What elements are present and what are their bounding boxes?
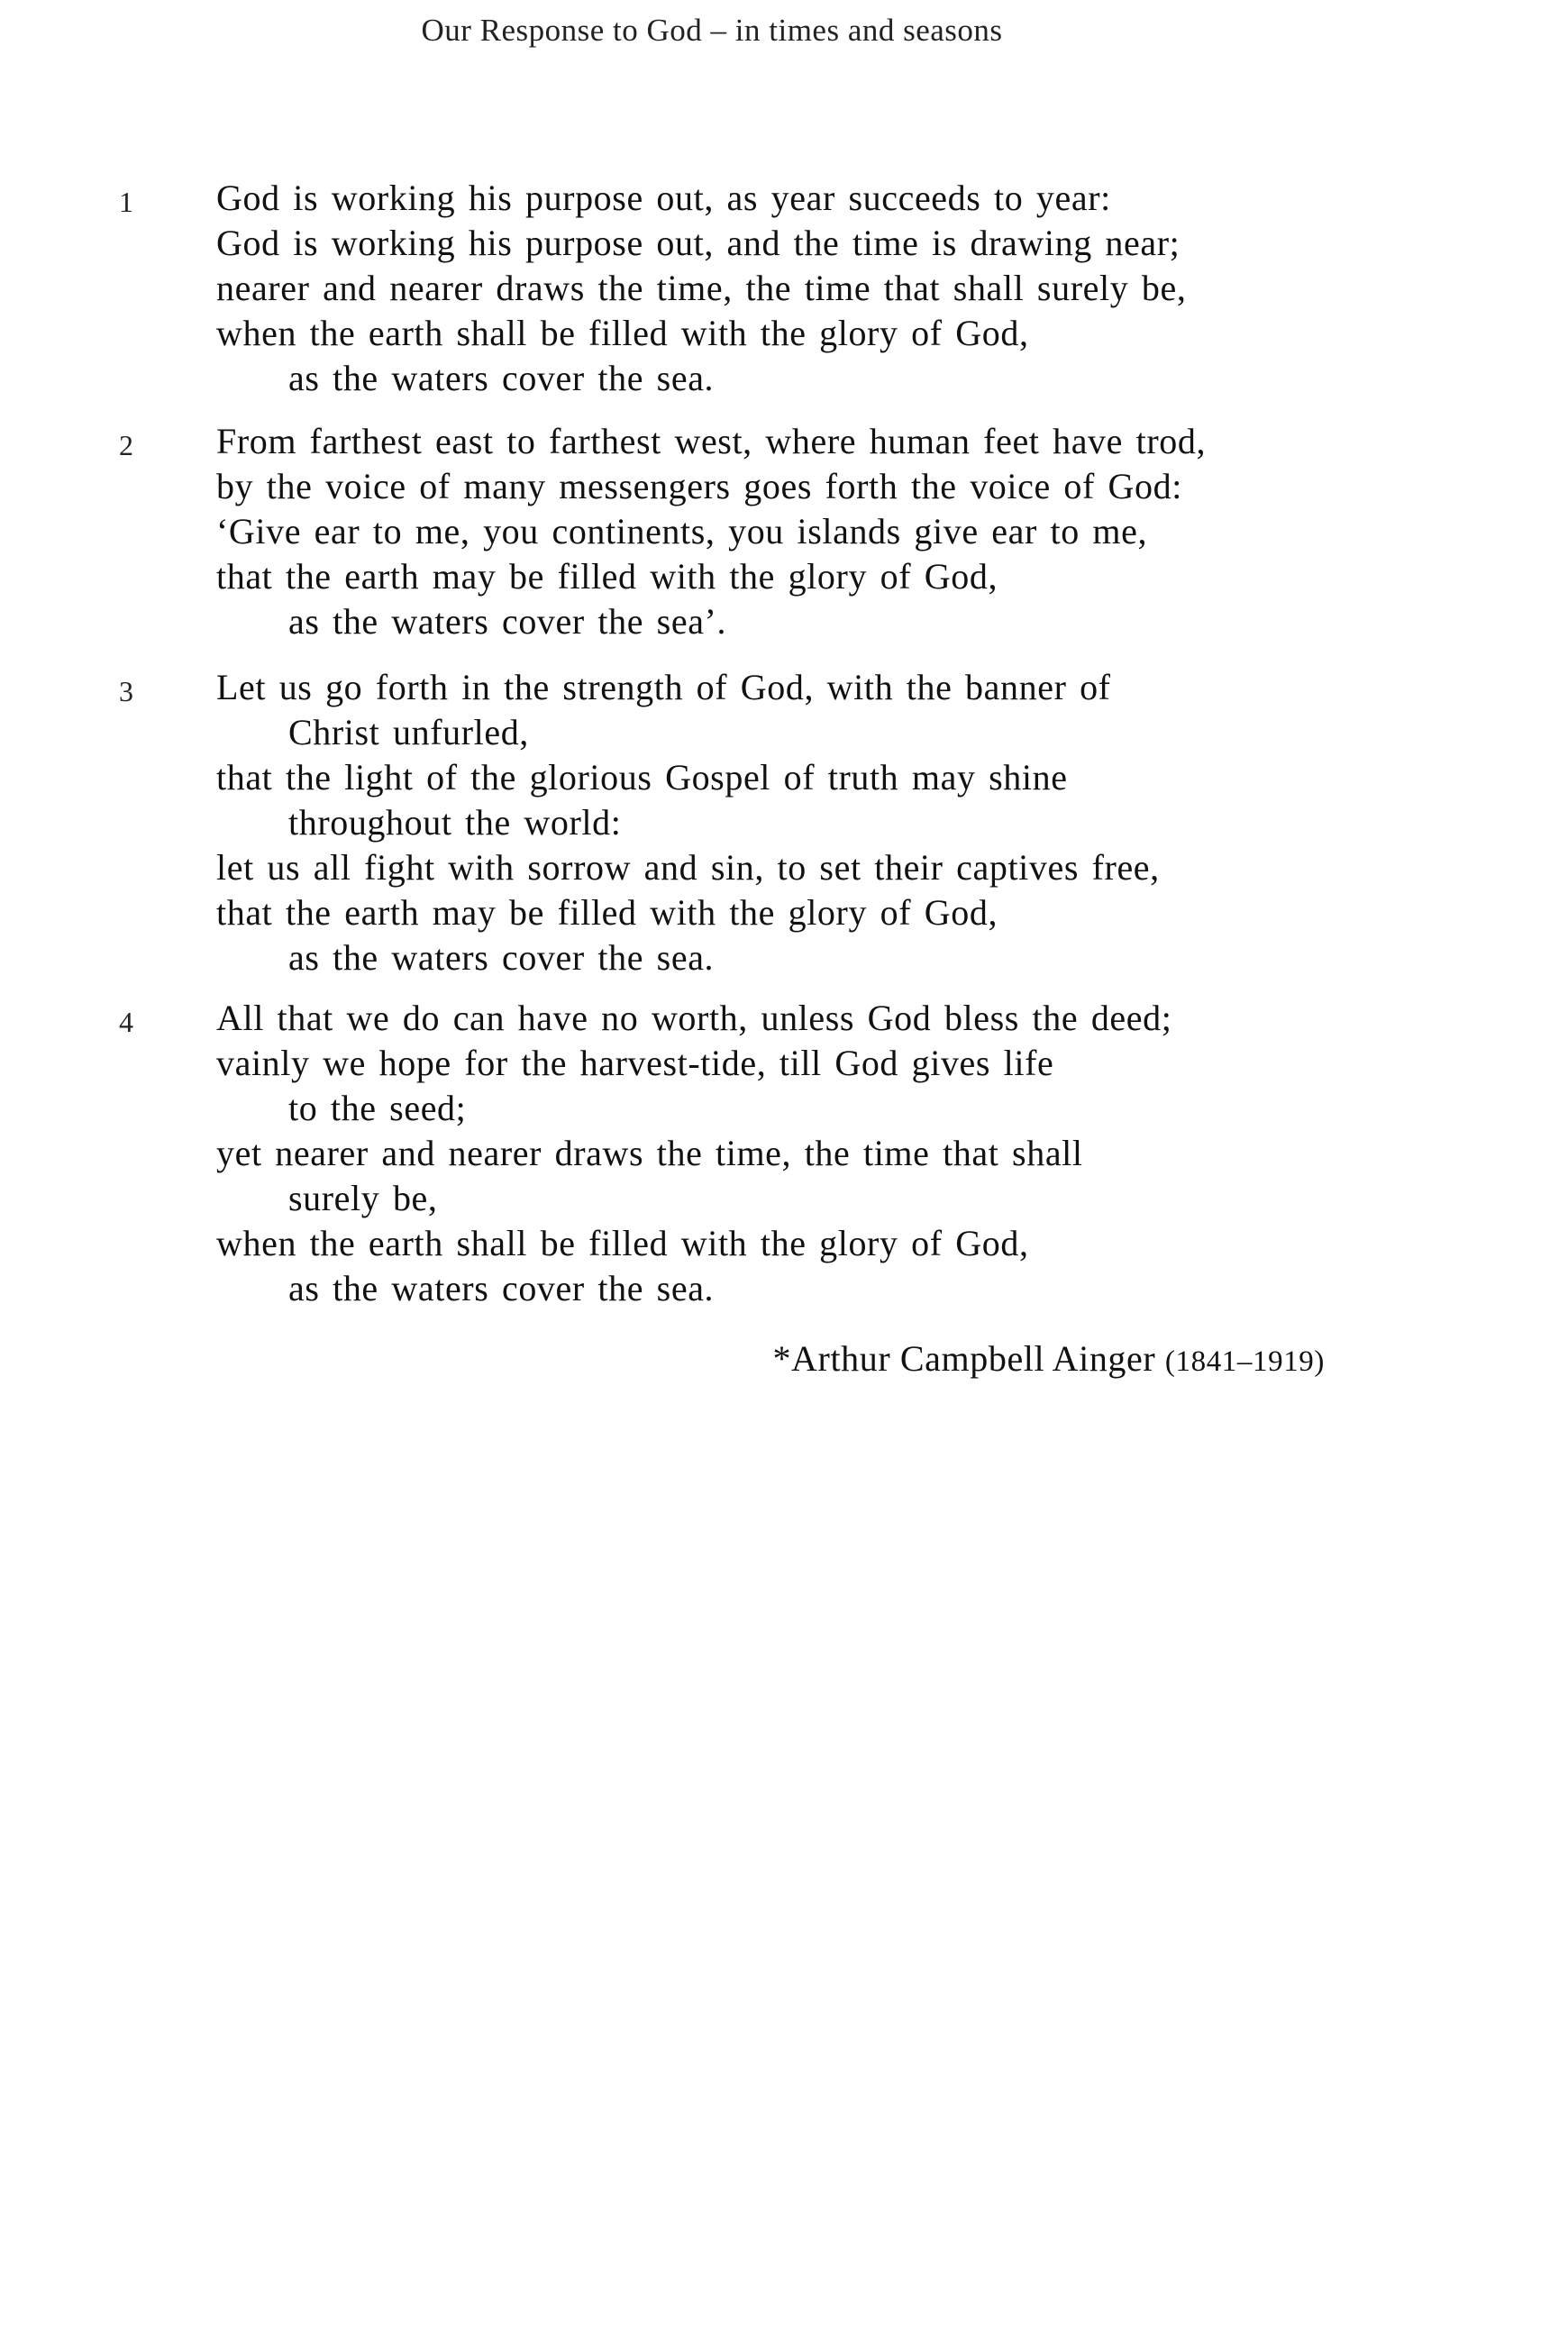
author-attribution (0, 1337, 1325, 1380)
verse-line-continuation: Christ unfurled, (288, 712, 529, 752)
verse-line-continuation: to the seed; (288, 1088, 467, 1128)
verse-line: let us all fight with sorrow and sin, to set their captives free, (216, 847, 1160, 888)
verse-line: that the earth may be filled with the glory of God, (216, 556, 998, 597)
verse-line-refrain: as the waters cover the sea. (288, 358, 715, 398)
verse-line: by the voice of many messengers goes forth the voice of God: (216, 466, 1182, 506)
verse-line: when the earth shall be filled with the glory of God, (216, 313, 1029, 353)
verse-line-refrain: as the waters cover the sea’. (288, 601, 727, 642)
verse-line: ‘Give ear to me, you continents, you islands give ear to me, (216, 511, 1148, 552)
verse-line: God is working his purpose out, as year succeeds to year: (216, 178, 1111, 218)
verse-line-refrain: as the waters cover the sea. (288, 937, 715, 978)
verse-line: yet nearer and nearer draws the time, the time that shall (216, 1133, 1083, 1173)
running-header: Our Response to God – in times and seasons (421, 13, 1003, 48)
verse-line-continuation: throughout the world: (288, 802, 622, 843)
verse-line: Let us go forth in the strength of God, with the banner of (216, 667, 1111, 707)
verse-line: that the earth may be filled with the glory of God, (216, 892, 998, 933)
verse-line: that the light of the glorious Gospel of truth may shine (216, 757, 1068, 798)
verse-line-refrain: as the waters cover the sea. (288, 1268, 715, 1308)
verse-line: From farthest east to farthest west, where human feet have trod, (216, 421, 1207, 461)
verse-line: when the earth shall be filled with the glory of God, (216, 1223, 1029, 1263)
verse-number: 1 (119, 186, 133, 218)
author-name: *Arthur Campbell Ainger (772, 1338, 1156, 1379)
verse-line-continuation: surely be, (288, 1178, 438, 1218)
verse-line: All that we do can have no worth, unless God bless the deed; (216, 998, 1172, 1038)
author-dates: (1841–1919) (1164, 1345, 1325, 1378)
verse-line: God is working his purpose out, and the time is drawing near; (216, 223, 1181, 263)
verse-line: vainly we hope for the harvest-tide, till God gives life (216, 1043, 1054, 1083)
verse-line: nearer and nearer draws the time, the time that shall surely be, (216, 268, 1187, 308)
verse-number: 2 (119, 429, 133, 461)
verse-number: 3 (119, 675, 133, 707)
verse-number: 4 (119, 1006, 133, 1038)
